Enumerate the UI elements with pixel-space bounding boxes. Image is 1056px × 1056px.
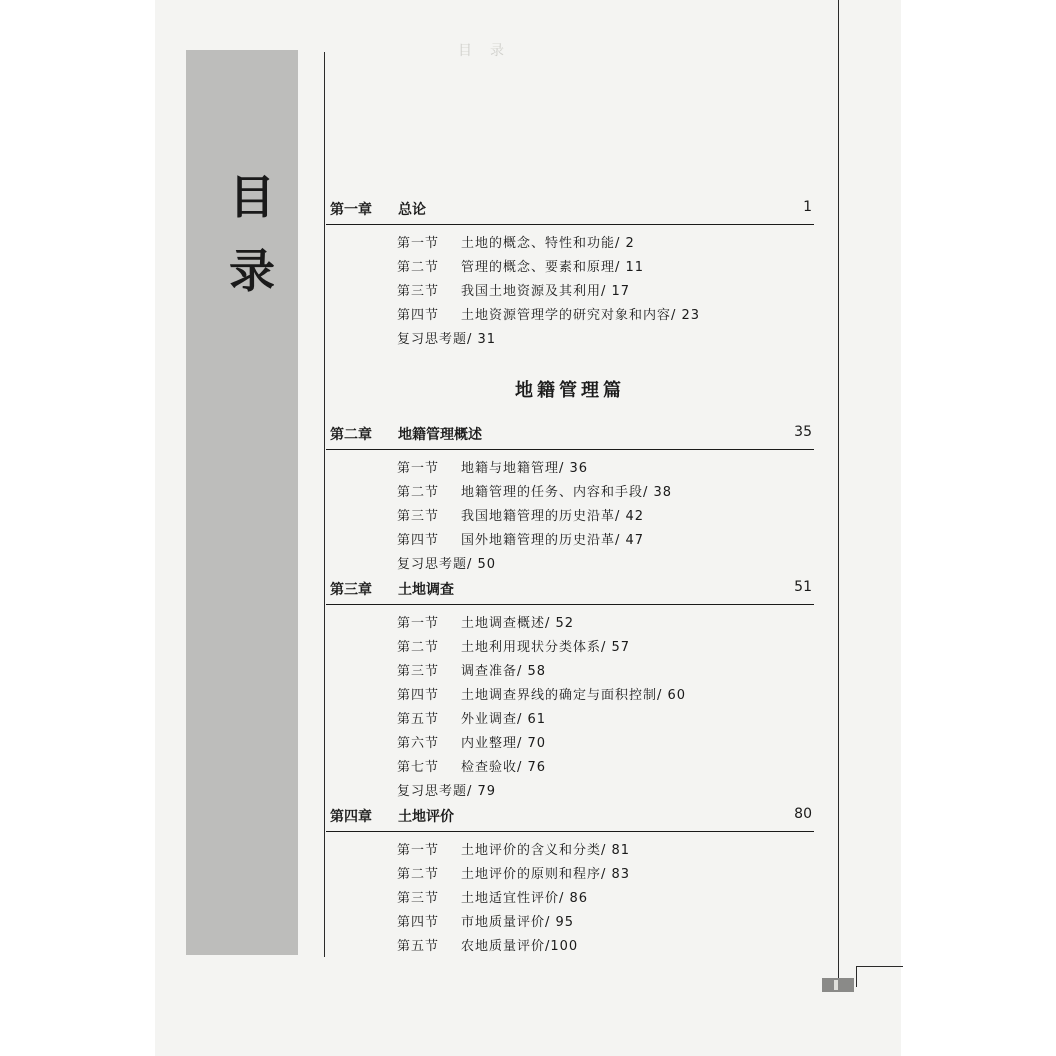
chapter-title: 总论 — [398, 202, 426, 218]
chapter-page: 1 — [803, 199, 812, 215]
toc-entry — [397, 304, 700, 326]
toc-entry-review — [397, 553, 496, 575]
toc-entry — [397, 232, 635, 254]
section-number: 第二节 — [397, 640, 440, 655]
section-text: 内业整理/ 70 — [461, 736, 547, 751]
section-text: 土地利用现状分类体系/ 57 — [461, 640, 631, 655]
part-title: 地籍管理篇 — [515, 380, 625, 401]
section-number: 第一节 — [397, 236, 440, 251]
section-text: 调查准备/ 58 — [461, 664, 547, 679]
toc-entry — [397, 457, 588, 479]
toc-entry — [397, 887, 588, 909]
corner-mark — [856, 966, 903, 987]
section-number: 第二节 — [397, 867, 440, 882]
toc-entry — [397, 911, 574, 933]
section-number: 第四节 — [397, 688, 440, 703]
section-text: 国外地籍管理的历史沿革/ 47 — [461, 533, 645, 548]
section-number: 第一节 — [397, 461, 440, 476]
section-number: 第五节 — [397, 712, 440, 727]
chapter-number: 第一章 — [330, 202, 372, 218]
section-number: 第四节 — [397, 915, 440, 930]
page-number-tab — [822, 978, 854, 992]
toc-entry — [397, 839, 630, 861]
toc-entry — [397, 863, 630, 885]
chapter-number: 第二章 — [330, 427, 372, 443]
section-text: 地籍管理的任务、内容和手段/ 38 — [461, 485, 673, 500]
section-text: 土地适宜性评价/ 86 — [461, 891, 589, 906]
section-text: 土地资源管理学的研究对象和内容/ 23 — [461, 308, 701, 323]
chapter-heading-3 — [326, 576, 814, 605]
chapter-page: 35 — [794, 424, 812, 440]
section-text: 土地评价的含义和分类/ 81 — [461, 843, 631, 858]
toc-entry — [397, 636, 630, 658]
chapter-number: 第三章 — [330, 582, 372, 598]
section-text: 土地调查概述/ 52 — [461, 616, 575, 631]
bleed-through-text: 目录 — [458, 43, 522, 59]
section-text: 土地的概念、特性和功能/ 2 — [461, 236, 635, 251]
toc-entry-review — [397, 328, 496, 350]
toc-entry — [397, 280, 630, 302]
chapter-title: 土地评价 — [398, 809, 454, 825]
section-number: 第五节 — [397, 939, 440, 954]
section-text: 我国土地资源及其利用/ 17 — [461, 284, 631, 299]
chapter-title: 土地调查 — [398, 582, 454, 598]
section-text: 外业调查/ 61 — [461, 712, 547, 727]
section-text: 我国地籍管理的历史沿革/ 42 — [461, 509, 645, 524]
toc-entry — [397, 660, 546, 682]
toc-title-char-1: 目 — [229, 170, 275, 224]
toc-entry — [397, 505, 644, 527]
chapter-heading-1 — [326, 196, 814, 225]
section-text: 检查验收/ 76 — [461, 760, 547, 775]
section-text: 复习思考题/ 79 — [397, 784, 497, 799]
section-text: 地籍与地籍管理/ 36 — [461, 461, 589, 476]
section-text: 管理的概念、要素和原理/ 11 — [461, 260, 645, 275]
vertical-rule — [324, 52, 325, 957]
chapter-heading-2 — [326, 421, 814, 450]
toc-entry — [397, 481, 672, 503]
toc-entry — [397, 612, 574, 634]
toc-entry — [397, 708, 546, 730]
toc-entry — [397, 732, 546, 754]
section-number: 第四节 — [397, 533, 440, 548]
section-number: 第三节 — [397, 509, 440, 524]
toc-entry — [397, 529, 644, 551]
section-number: 第二节 — [397, 260, 440, 275]
toc-title-char-2: 录 — [229, 244, 275, 298]
chapter-title: 地籍管理概述 — [398, 427, 482, 443]
section-text: 复习思考题/ 31 — [397, 332, 497, 347]
section-text: 土地调查界线的确定与面积控制/ 60 — [461, 688, 687, 703]
section-number: 第一节 — [397, 843, 440, 858]
toc-entry — [397, 756, 546, 778]
toc-title — [222, 160, 282, 308]
chapter-heading-4 — [326, 803, 814, 832]
page-tab-mark — [834, 980, 838, 990]
section-number: 第三节 — [397, 891, 440, 906]
section-number: 第三节 — [397, 664, 440, 679]
toc-entry-review — [397, 780, 496, 802]
section-text: 农地质量评价/100 — [461, 939, 579, 954]
section-number: 第一节 — [397, 616, 440, 631]
toc-entry — [397, 935, 578, 957]
section-text: 土地评价的原则和程序/ 83 — [461, 867, 631, 882]
chapter-page: 51 — [794, 579, 812, 595]
toc-entry — [397, 684, 686, 706]
section-number: 第四节 — [397, 308, 440, 323]
section-number: 第七节 — [397, 760, 440, 775]
page-edge-rule — [838, 0, 839, 985]
section-number: 第六节 — [397, 736, 440, 751]
toc-entry — [397, 256, 644, 278]
chapter-number: 第四章 — [330, 809, 372, 825]
section-number: 第三节 — [397, 284, 440, 299]
section-text: 市地质量评价/ 95 — [461, 915, 575, 930]
section-text: 复习思考题/ 50 — [397, 557, 497, 572]
chapter-page: 80 — [794, 806, 812, 822]
section-number: 第二节 — [397, 485, 440, 500]
